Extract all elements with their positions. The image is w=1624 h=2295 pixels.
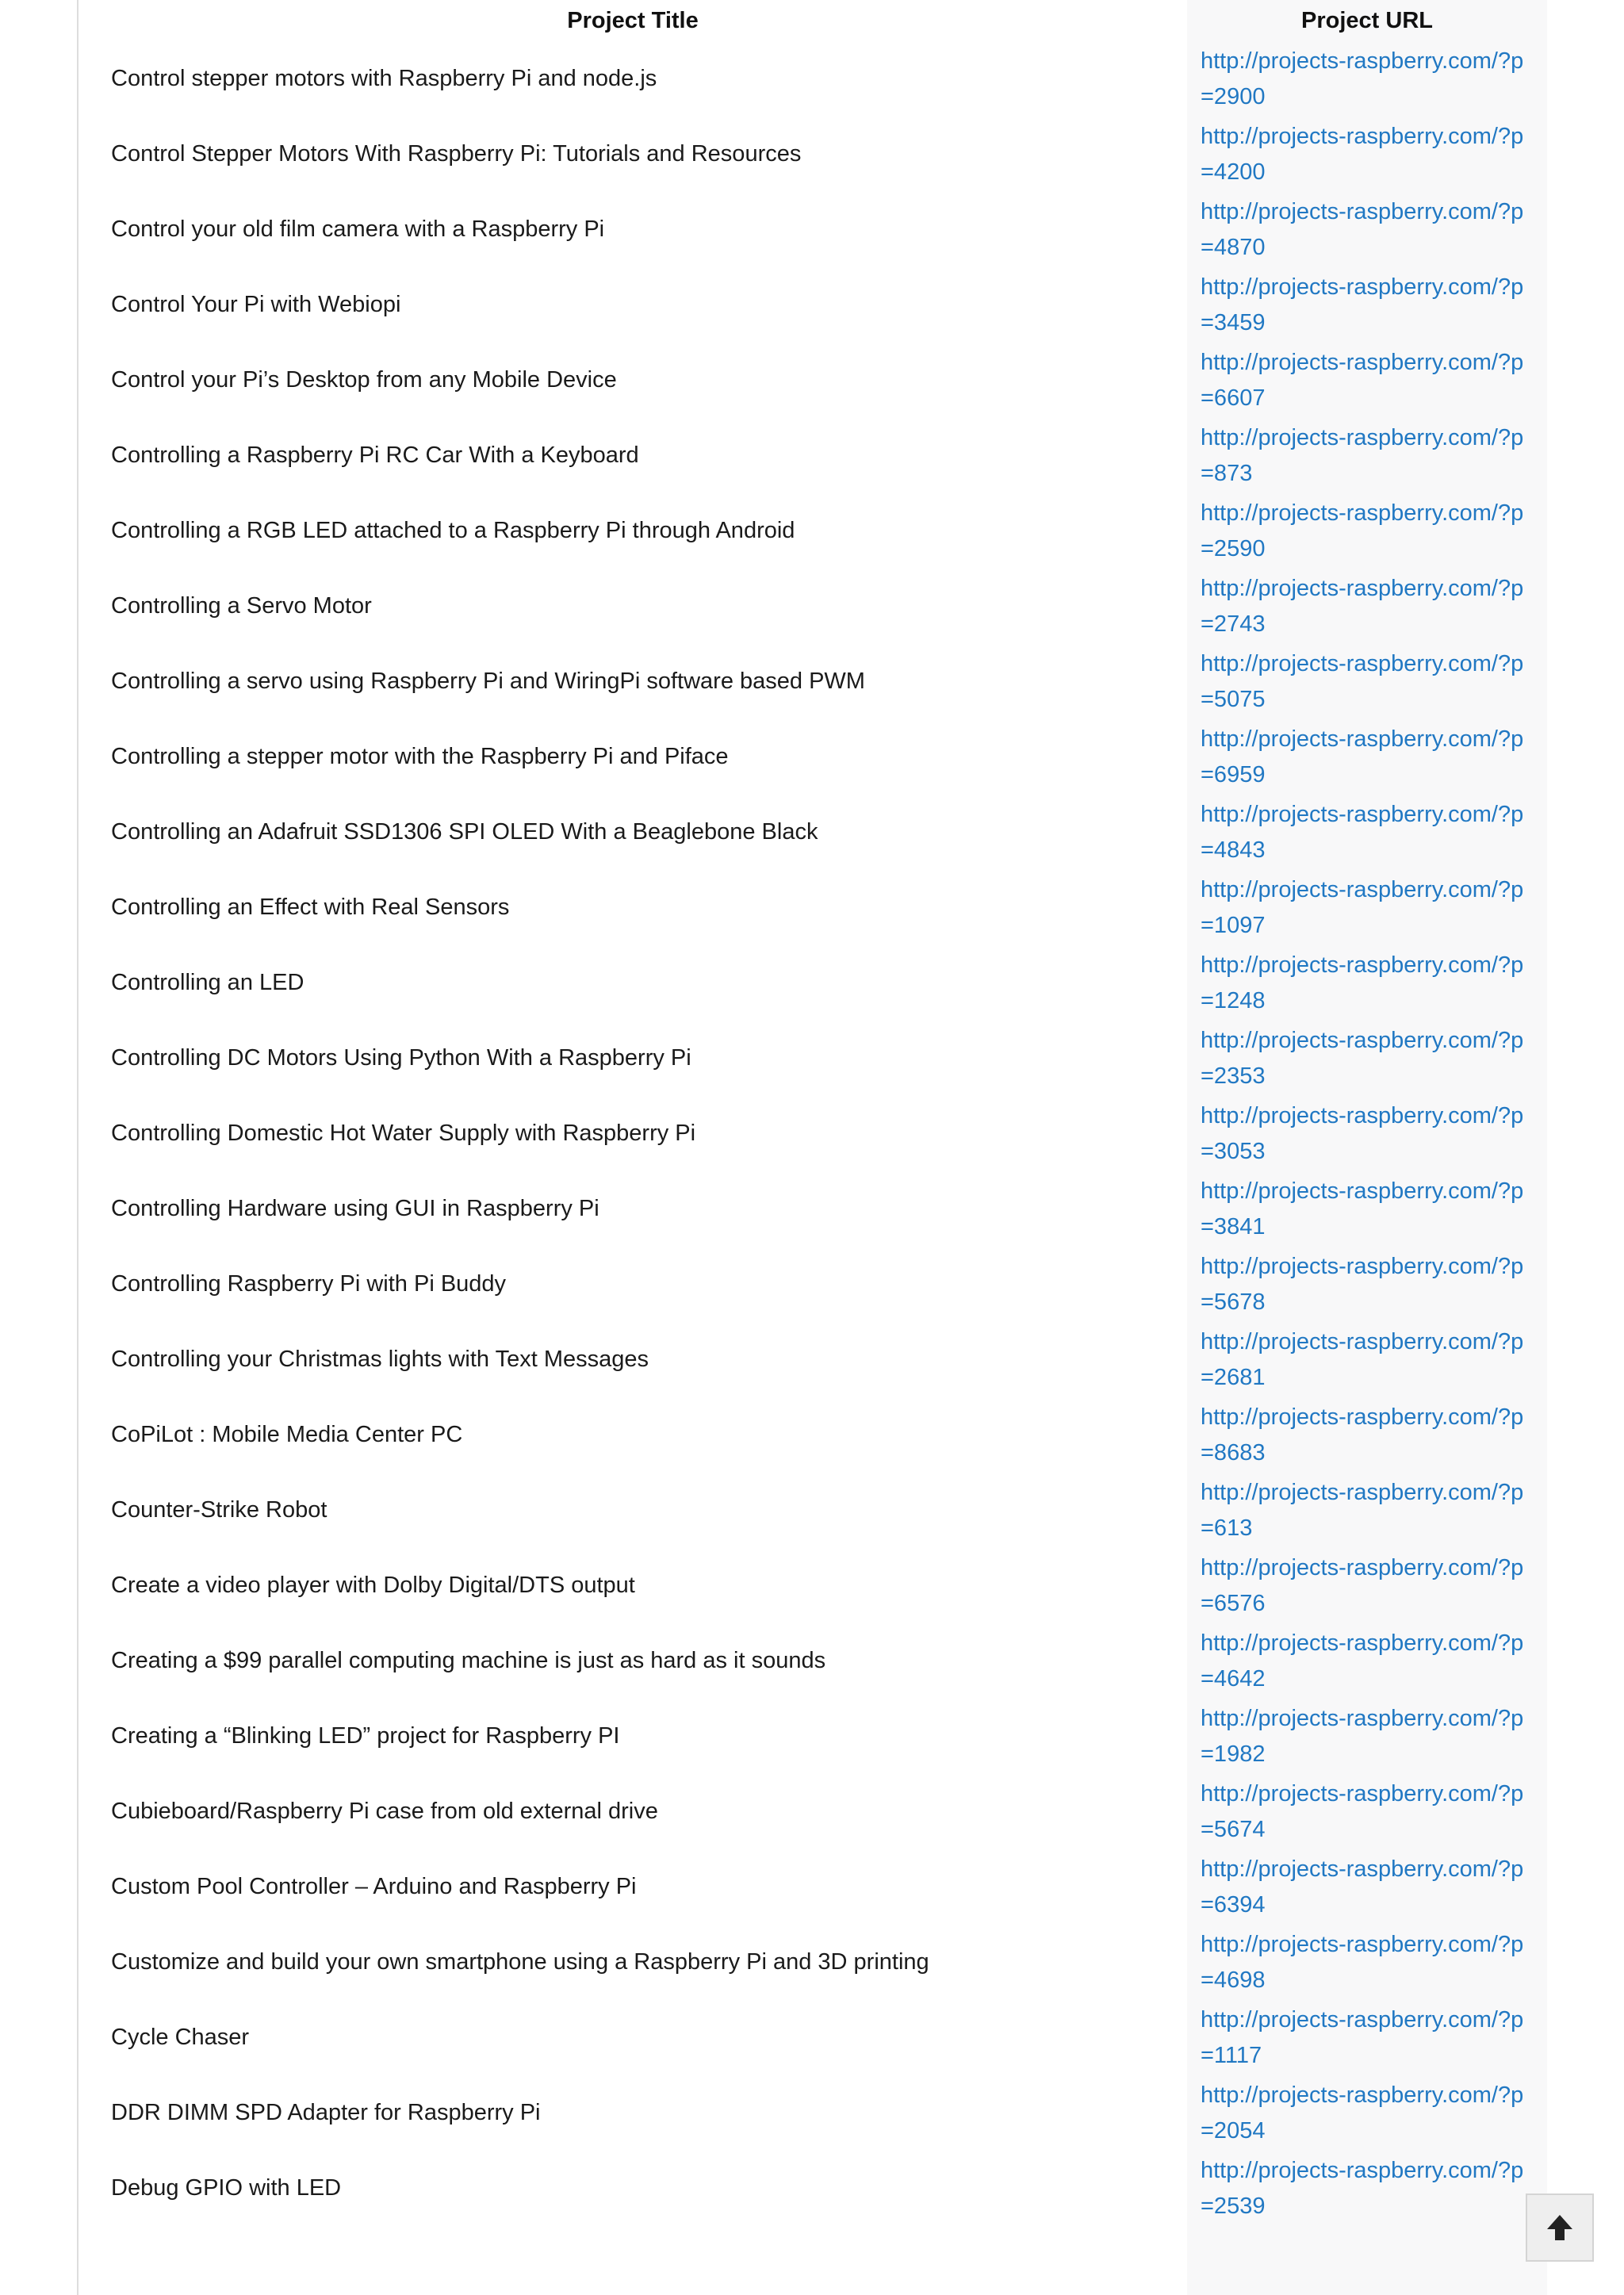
- table-row: [79, 117, 1547, 192]
- project-url-link[interactable]: http://projects-raspberry.com/?p=6394: [1201, 1856, 1524, 1918]
- table-row: [79, 1171, 1547, 1247]
- project-url-link[interactable]: http://projects-raspberry.com/?p=6959: [1201, 726, 1524, 787]
- table-row: [79, 2075, 1547, 2151]
- project-url-cell: [1187, 1171, 1547, 1247]
- table-row: [79, 719, 1547, 795]
- project-url-cell: [1187, 1021, 1547, 1096]
- column-header-url: Project URL: [1301, 7, 1433, 33]
- project-url-link[interactable]: http://projects-raspberry.com/?p=1097: [1201, 876, 1524, 938]
- table-row: [79, 41, 1547, 117]
- project-url-cell: [1187, 1774, 1547, 1849]
- project-url-cell: [1187, 1322, 1547, 1397]
- project-url-cell: [1187, 1548, 1547, 1623]
- project-url-cell: [1187, 267, 1547, 343]
- project-url-cell: [1187, 945, 1547, 1021]
- project-url-link[interactable]: http://projects-raspberry.com/?p=4642: [1201, 1630, 1524, 1692]
- project-url-link[interactable]: http://projects-raspberry.com/?p=1982: [1201, 1705, 1524, 1767]
- project-url-cell: [1187, 644, 1547, 719]
- project-title: Creating a “Blinking LED” project for Raspberry PI: [111, 1723, 620, 1749]
- project-url-cell: [1187, 117, 1547, 192]
- project-title: DDR DIMM SPD Adapter for Raspberry Pi: [111, 2100, 541, 2125]
- project-title: Cubieboard/Raspberry Pi case from old external drive: [111, 1799, 658, 1824]
- project-title: Counter-Strike Robot: [111, 1497, 327, 1523]
- project-url-link[interactable]: http://projects-raspberry.com/?p=8683: [1201, 1404, 1524, 1466]
- project-title: Controlling a servo using Raspberry Pi and WiringPi software based PWM: [111, 669, 865, 694]
- table-row: [79, 343, 1547, 418]
- project-title: Control your old film camera with a Raspberry Pi: [111, 216, 605, 242]
- table-row: [79, 1247, 1547, 1322]
- project-title: Controlling a RGB LED attached to a Raspberry Pi through Android: [111, 518, 795, 543]
- table-row: [79, 870, 1547, 945]
- project-url-link[interactable]: http://projects-raspberry.com/?p=4843: [1201, 801, 1524, 863]
- project-url-cell: [1187, 2151, 1547, 2226]
- project-url-link[interactable]: http://projects-raspberry.com/?p=3459: [1201, 274, 1524, 335]
- project-title: Controlling an LED: [111, 970, 304, 995]
- table-row: [79, 795, 1547, 870]
- project-url-cell: [1187, 1397, 1547, 1473]
- project-url-link[interactable]: http://projects-raspberry.com/?p=2681: [1201, 1328, 1524, 1390]
- table-row: [79, 1699, 1547, 1774]
- scroll-to-top-button[interactable]: [1526, 2193, 1594, 2262]
- table-row: [79, 1322, 1547, 1397]
- project-url-cell: [1187, 870, 1547, 945]
- project-title: Debug GPIO with LED: [111, 2175, 342, 2201]
- content-area: [77, 0, 1547, 2295]
- project-url-link[interactable]: http://projects-raspberry.com/?p=4870: [1201, 198, 1524, 260]
- project-url-link[interactable]: http://projects-raspberry.com/?p=1117: [1201, 2006, 1524, 2068]
- project-url-cell: [1187, 2000, 1547, 2075]
- project-url-cell: [1187, 493, 1547, 569]
- table-header: [79, 0, 1547, 41]
- project-url-link[interactable]: http://projects-raspberry.com/?p=3841: [1201, 1178, 1524, 1239]
- project-url-link[interactable]: http://projects-raspberry.com/?p=6607: [1201, 349, 1524, 411]
- project-url-link[interactable]: http://projects-raspberry.com/?p=2590: [1201, 500, 1524, 561]
- table-row: [79, 644, 1547, 719]
- project-url-link[interactable]: http://projects-raspberry.com/?p=2900: [1201, 48, 1524, 109]
- project-title: Controlling Hardware using GUI in Raspberry Pi: [111, 1196, 599, 1221]
- project-url-link[interactable]: http://projects-raspberry.com/?p=5075: [1201, 650, 1524, 712]
- project-url-link[interactable]: http://projects-raspberry.com/?p=873: [1201, 424, 1524, 486]
- table-row: [79, 1473, 1547, 1548]
- project-url-cell: [1187, 1699, 1547, 1774]
- table-row: [79, 569, 1547, 644]
- arrow-up-icon: [1544, 2212, 1576, 2243]
- project-title: Control your Pi’s Desktop from any Mobile Device: [111, 367, 617, 393]
- table-row: [79, 1849, 1547, 1925]
- table-row: [79, 1925, 1547, 2000]
- project-title: Controlling Domestic Hot Water Supply with Raspberry Pi: [111, 1121, 696, 1146]
- project-title: Controlling a Raspberry Pi RC Car With a Keyboard: [111, 443, 639, 468]
- table-row: [79, 267, 1547, 343]
- project-url-cell: [1187, 569, 1547, 644]
- project-url-cell: [1187, 41, 1547, 117]
- header-row: [79, 0, 1547, 41]
- table-row: [79, 945, 1547, 1021]
- project-url-link[interactable]: http://projects-raspberry.com/?p=1248: [1201, 952, 1524, 1013]
- project-title: Control Stepper Motors With Raspberry Pi: Tutorials and Resources: [111, 141, 802, 167]
- project-url-link[interactable]: http://projects-raspberry.com/?p=4200: [1201, 123, 1524, 185]
- project-url-cell: [1187, 418, 1547, 493]
- table-row: [79, 1548, 1547, 1623]
- table-row: [79, 192, 1547, 267]
- project-url-link[interactable]: http://projects-raspberry.com/?p=613: [1201, 1479, 1524, 1541]
- column-header-title: Project Title: [567, 7, 699, 33]
- table-row: [79, 418, 1547, 493]
- project-url-link[interactable]: http://projects-raspberry.com/?p=2054: [1201, 2082, 1524, 2144]
- project-url-link[interactable]: http://projects-raspberry.com/?p=4698: [1201, 1931, 1524, 1993]
- project-title: Controlling a Servo Motor: [111, 593, 372, 619]
- project-url-cell: [1187, 343, 1547, 418]
- project-url-cell: [1187, 1623, 1547, 1699]
- project-title: Cycle Chaser: [111, 2025, 250, 2050]
- project-title: Create a video player with Dolby Digital/DTS output: [111, 1573, 635, 1598]
- table-row: [79, 1021, 1547, 1096]
- project-url-cell: [1187, 719, 1547, 795]
- project-title: Controlling an Adafruit SSD1306 SPI OLED With a Beaglebone Black: [111, 819, 818, 845]
- projects-table: [79, 0, 1547, 2226]
- project-url-link[interactable]: http://projects-raspberry.com/?p=5674: [1201, 1780, 1524, 1842]
- table-row: [79, 2000, 1547, 2075]
- project-url-cell: [1187, 1925, 1547, 2000]
- table-row: [79, 1623, 1547, 1699]
- project-title: Control stepper motors with Raspberry Pi and node.js: [111, 66, 657, 91]
- project-title: Controlling Raspberry Pi with Pi Buddy: [111, 1271, 507, 1297]
- table-row: [79, 1774, 1547, 1849]
- table-row: [79, 493, 1547, 569]
- project-url-cell: [1187, 1247, 1547, 1322]
- project-url-cell: [1187, 2075, 1547, 2151]
- project-url-cell: [1187, 1849, 1547, 1925]
- project-url-link[interactable]: http://projects-raspberry.com/?p=3053: [1201, 1102, 1524, 1164]
- project-title: Custom Pool Controller – Arduino and Raspberry Pi: [111, 1874, 637, 1899]
- project-title: Control Your Pi with Webiopi: [111, 292, 401, 317]
- project-title: Controlling an Effect with Real Sensors: [111, 895, 510, 920]
- project-title: Controlling DC Motors Using Python With a Raspberry Pi: [111, 1045, 691, 1071]
- project-url-link[interactable]: http://projects-raspberry.com/?p=2539: [1201, 2157, 1524, 2219]
- project-title: Customize and build your own smartphone using a Raspberry Pi and 3D printing: [111, 1949, 929, 1975]
- table-row: [79, 1096, 1547, 1171]
- project-url-cell: [1187, 1473, 1547, 1548]
- project-url-link[interactable]: http://projects-raspberry.com/?p=6576: [1201, 1554, 1524, 1616]
- project-title: CoPiLot : Mobile Media Center PC: [111, 1422, 463, 1447]
- project-url-link[interactable]: http://projects-raspberry.com/?p=2743: [1201, 575, 1524, 637]
- project-title: Controlling a stepper motor with the Raspberry Pi and Piface: [111, 744, 729, 769]
- table-row: [79, 1397, 1547, 1473]
- project-title: Creating a $99 parallel computing machine is just as hard as it sounds: [111, 1648, 826, 1673]
- table-row: [79, 2151, 1547, 2226]
- project-url-cell: [1187, 795, 1547, 870]
- project-url-cell: [1187, 1096, 1547, 1171]
- table-body: [79, 41, 1547, 2226]
- project-url-cell: [1187, 192, 1547, 267]
- project-url-link[interactable]: http://projects-raspberry.com/?p=2353: [1201, 1027, 1524, 1089]
- project-title: Controlling your Christmas lights with Text Messages: [111, 1347, 649, 1372]
- project-url-link[interactable]: http://projects-raspberry.com/?p=5678: [1201, 1253, 1524, 1315]
